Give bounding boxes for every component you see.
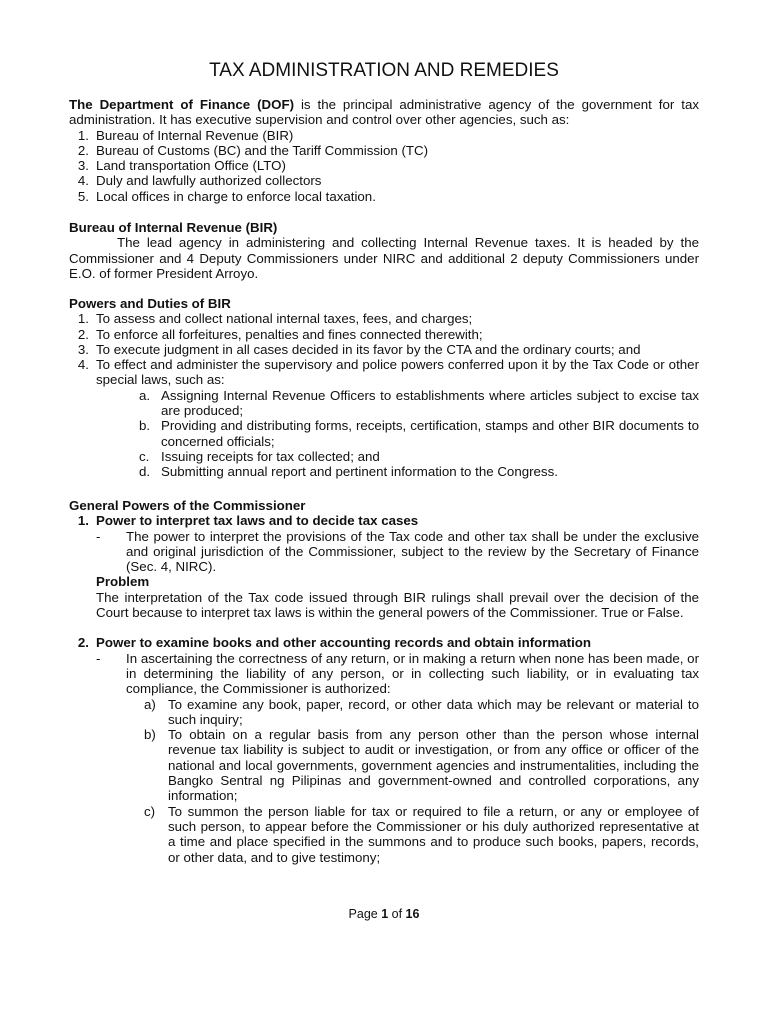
list-number: 2. xyxy=(77,326,89,342)
dash-marker: - xyxy=(96,528,101,544)
list-number: 1. xyxy=(77,127,89,143)
dash-item xyxy=(96,529,699,575)
powers-section xyxy=(69,296,699,480)
list-number: 1. xyxy=(77,311,89,327)
powers-list xyxy=(69,311,699,387)
list-text: To execute judgment in all cases decided in its favor by the CTA and the ordinary courts; and xyxy=(96,341,641,357)
list-text: To examine any book, paper, record, or other data which may be relevant or material to such inquiry; xyxy=(168,696,699,727)
page-footer xyxy=(0,907,768,922)
list-text: To obtain on a regular basis from any person other than the person whose internal revenue tax liability is subject to audit or investigation, or from any office or officer of the national and local governments, government agencies and instrumentalities, including the Bangko Sentral ng Pilipinas and government-owned and controlled corporations, any information; xyxy=(168,727,699,804)
list-number: 1. xyxy=(77,513,89,529)
list-number: 3. xyxy=(77,158,89,174)
list-letter: b) xyxy=(144,727,156,743)
bir-heading: Bureau of Internal Revenue (BIR) xyxy=(69,220,278,235)
list-item xyxy=(69,143,699,158)
power-heading: Power to examine books and other accounting records and obtain information xyxy=(96,635,592,651)
list-item xyxy=(144,697,699,728)
list-text: Issuing receipts for tax collected; and xyxy=(161,448,380,464)
list-item xyxy=(144,804,699,865)
intro-section xyxy=(69,97,699,204)
list-number: 2. xyxy=(77,635,89,651)
list-item xyxy=(139,464,699,479)
list-item xyxy=(69,158,699,173)
list-letter: b. xyxy=(139,418,151,434)
list-item xyxy=(69,311,699,326)
problem-label: Problem xyxy=(96,574,150,590)
list-item xyxy=(69,173,699,188)
footer-page-number: 1 xyxy=(381,907,389,921)
list-text: To assess and collect national internal taxes, fees, and charges; xyxy=(96,311,473,327)
footer-total-pages: 16 xyxy=(405,907,420,921)
intro-text: is the principal administrative agency of the government for tax administration. It has executive supervision and control over other agencies, such as: xyxy=(69,97,699,128)
dash-item xyxy=(96,651,699,697)
list-item xyxy=(139,418,699,449)
list-text: Providing and distributing forms, receipts, certification, stamps and other BIR documents to concerned officials; xyxy=(161,418,699,449)
authority-list xyxy=(144,697,699,865)
list-item xyxy=(69,342,699,357)
intro-bold: The Department of Finance (DOF) xyxy=(69,97,295,112)
list-number: 4. xyxy=(77,173,89,189)
list-text: To enforce all forfeitures, penalties and fines connected therewith; xyxy=(96,326,483,342)
dash-text: In ascertaining the correctness of any return, or in making a return when none has been made, or in determining the liability of any person, or in collecting such liability, or in evaluating tax compliance, the Commissioner is authorized: xyxy=(126,650,699,697)
list-letter: a. xyxy=(139,387,151,403)
problem-text: The interpretation of the Tax code issued through BIR rulings shall prevail over the decision of the Court because to interpret tax laws is within the general powers of the Commissioner. True or False. xyxy=(96,589,699,621)
list-letter: a) xyxy=(144,696,156,712)
page-title: TAX ADMINISTRATION AND REMEDIES xyxy=(209,60,559,81)
general-heading: General Powers of the Commissioner xyxy=(69,498,306,513)
list-text: Bureau of Internal Revenue (BIR) xyxy=(96,127,294,143)
list-item xyxy=(69,189,699,204)
power-heading: Power to interpret tax laws and to decide tax cases xyxy=(96,513,419,529)
intro-paragraph xyxy=(69,97,699,128)
power-body xyxy=(96,651,699,865)
list-letter: c. xyxy=(139,448,150,464)
agency-list xyxy=(69,128,699,204)
list-number: 5. xyxy=(77,188,89,204)
list-letter: d. xyxy=(139,464,151,480)
list-item xyxy=(69,327,699,342)
dash-marker: - xyxy=(96,650,101,666)
list-text: Bureau of Customs (BC) and the Tariff Commission (TC) xyxy=(96,142,429,158)
list-text: Duly and lawfully authorized collectors xyxy=(96,173,322,189)
list-item xyxy=(69,128,699,143)
powers-sublist xyxy=(139,388,699,480)
list-number: 3. xyxy=(77,341,89,357)
footer-of: of xyxy=(388,907,406,921)
list-text: To summon the person liable for tax or required to file a return, or any or employee of such person, to appear before the Commissioner or his duly authorized representative at a time and place specified in the summons and to produce such books, papers, records, or other data, and to give testimony; xyxy=(168,803,699,865)
bir-paragraph: The lead agency in administering and collecting Internal Revenue taxes. It is headed by the Commissioner and 4 Deputy Commissioners under NIRC and additional 2 deputy Commissioners under E.O. of former President Arroyo. xyxy=(69,235,699,281)
dash-text: The power to interpret the provisions of the Tax code and other tax shall be under the exclusive and original jurisdiction of the Commissioner, subject to the review by the Secretary of Finance (Sec. 4, NIRC). xyxy=(126,528,699,575)
list-text: Assigning Internal Revenue Officers to establishments where articles subject to excise tax are produced; xyxy=(161,387,699,419)
bir-section xyxy=(69,220,699,281)
power-body xyxy=(96,529,699,621)
list-text: Submitting annual report and pertinent information to the Congress. xyxy=(161,464,558,480)
list-number: 4. xyxy=(77,357,89,373)
list-item xyxy=(139,449,699,464)
power-item xyxy=(69,635,699,650)
general-powers-section xyxy=(69,498,699,865)
list-item xyxy=(144,727,699,803)
list-number: 2. xyxy=(77,142,89,158)
list-item xyxy=(139,388,699,419)
list-letter: c) xyxy=(144,803,156,819)
power-item xyxy=(69,513,699,528)
list-item xyxy=(69,357,699,388)
powers-heading: Powers and Duties of BIR xyxy=(69,296,231,311)
footer-prefix: Page xyxy=(348,907,382,921)
list-text: Land transportation Office (LTO) xyxy=(96,158,286,174)
list-text: To effect and administer the supervisory and police powers conferred upon it by the Tax Code or other special laws, such as: xyxy=(96,357,699,388)
list-text: Local offices in charge to enforce local taxation. xyxy=(96,188,376,204)
